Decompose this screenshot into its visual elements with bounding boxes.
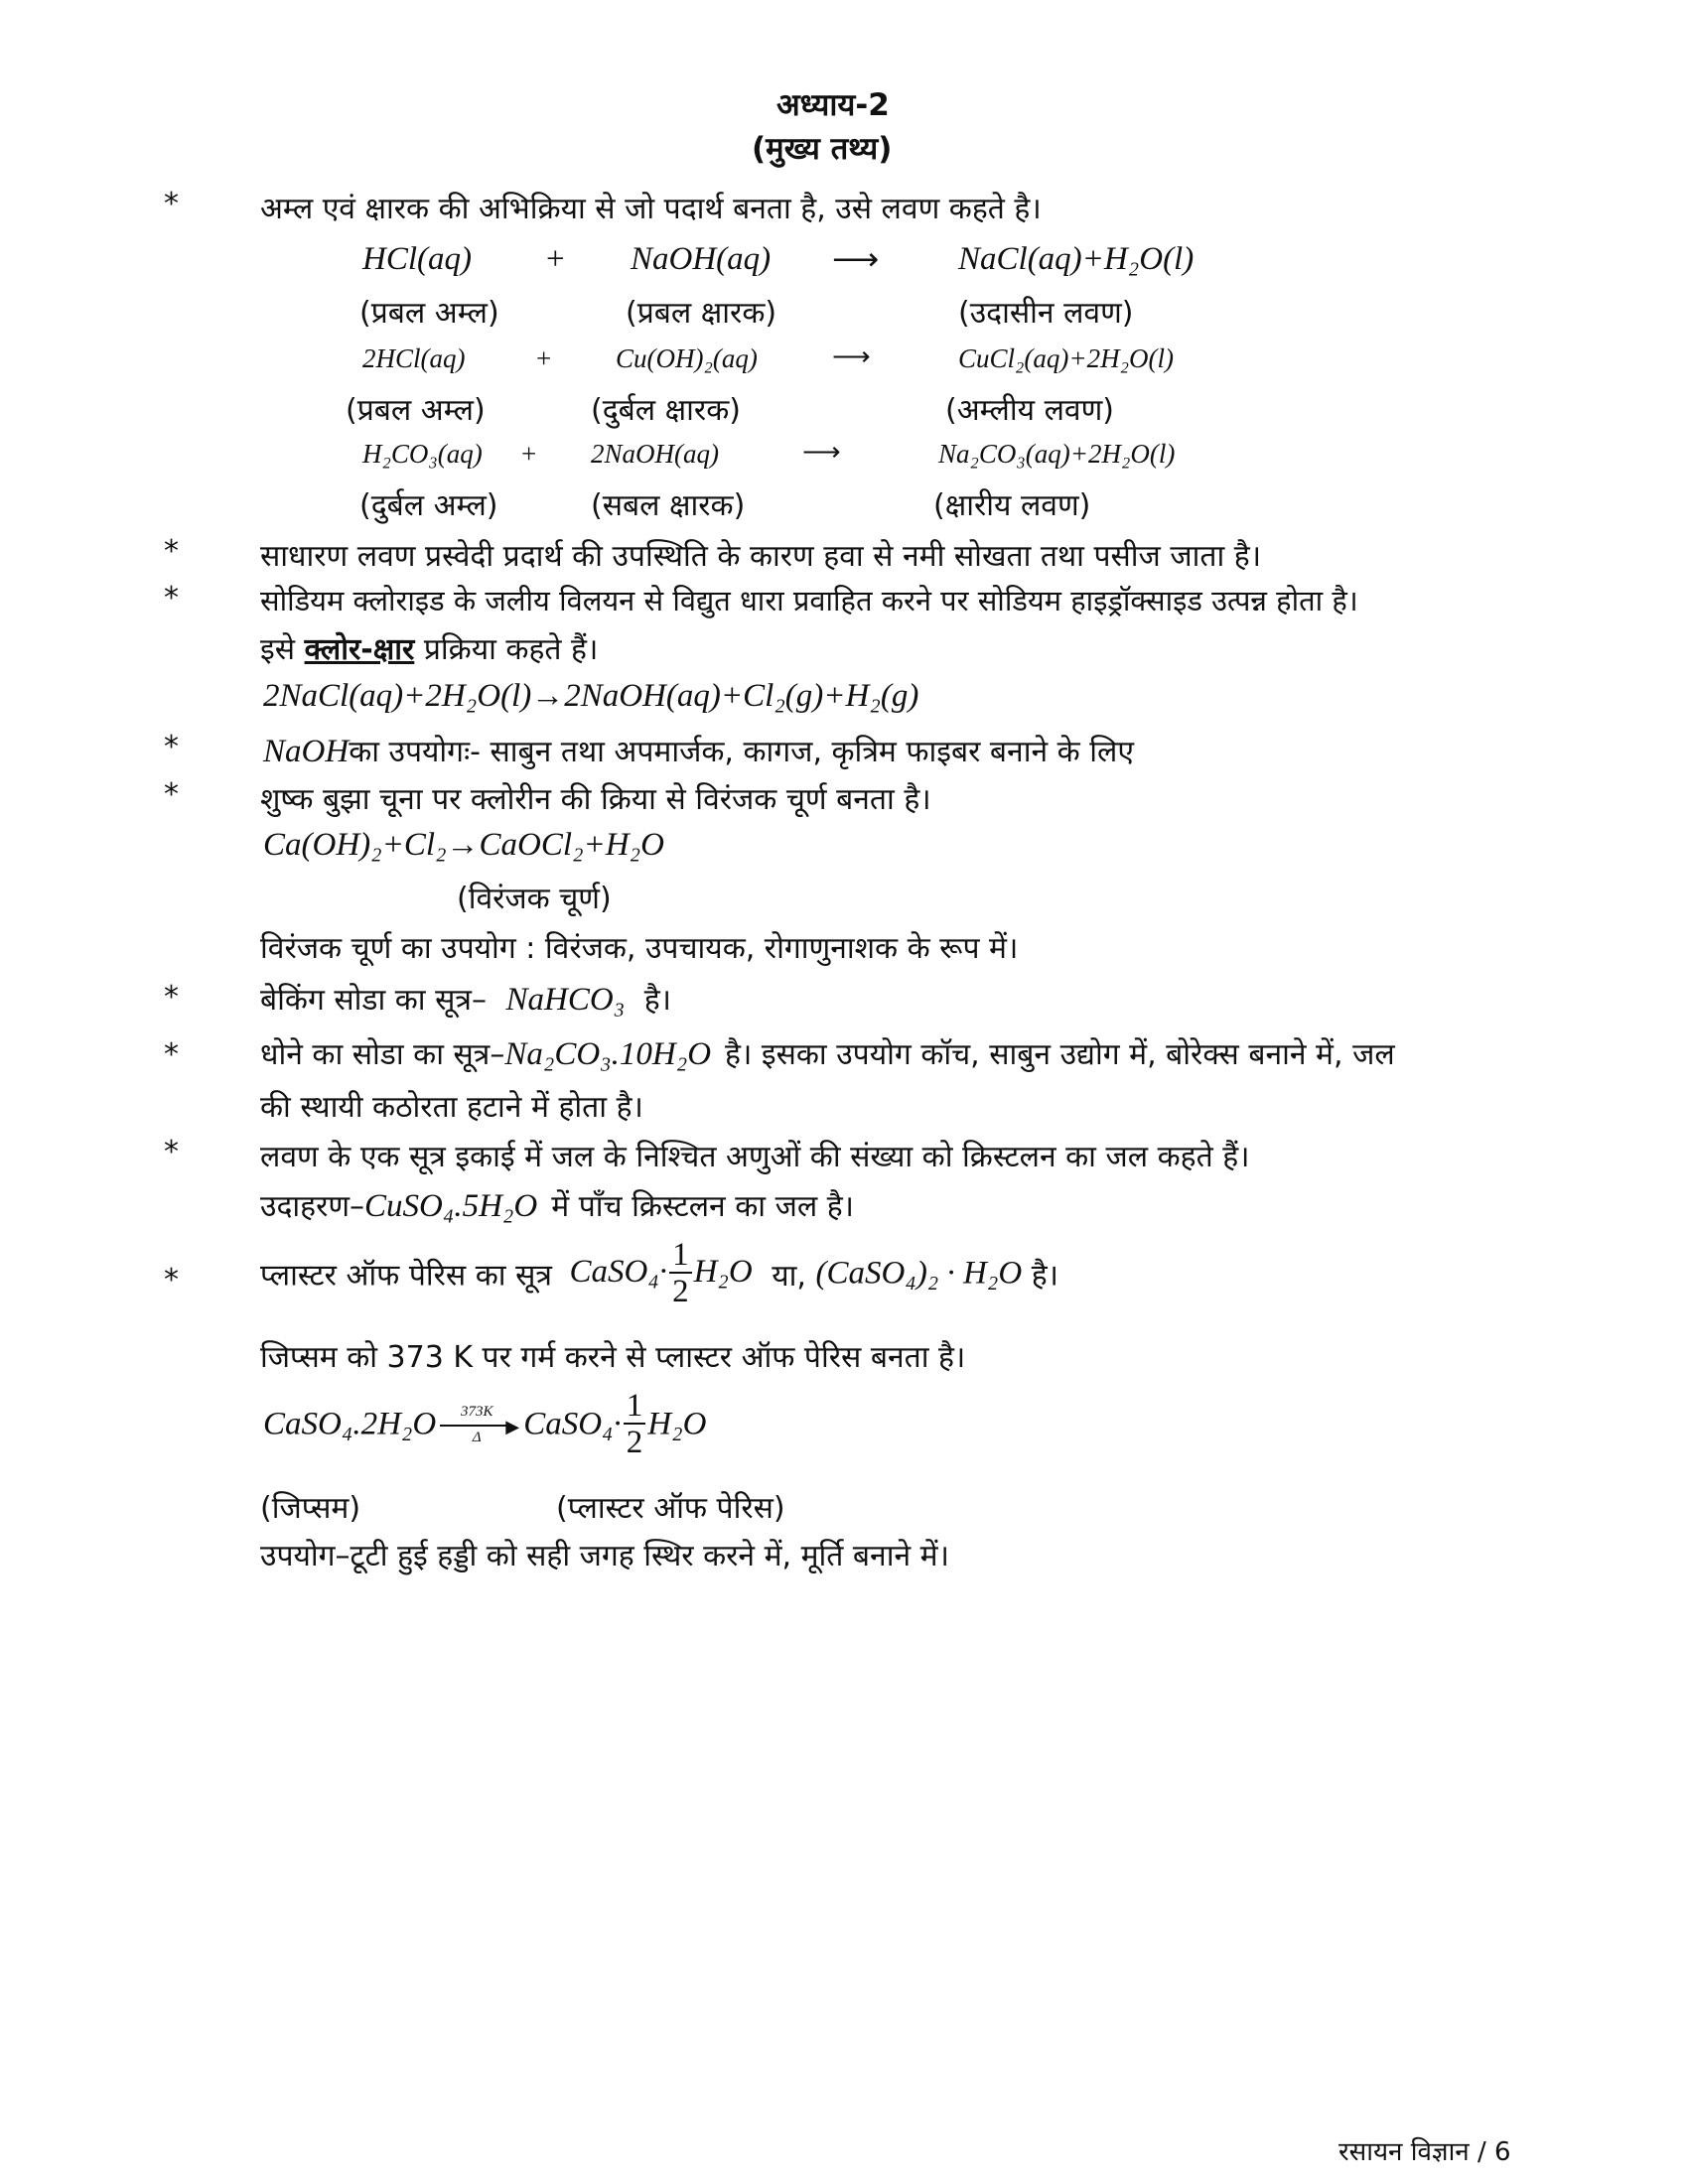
eq1-plus: + bbox=[546, 241, 565, 277]
half-fraction bbox=[669, 1239, 692, 1308]
pop-formula-1b: H₂O bbox=[693, 1253, 753, 1290]
eq1-label-base: (प्रबल क्षारक) bbox=[626, 296, 777, 331]
bleaching-label: (विरंजक चूर्ण) bbox=[457, 882, 612, 916]
eq3-reactant2: 2NaOH(aq) bbox=[591, 439, 719, 469]
eq3-plus: + bbox=[521, 439, 537, 469]
fact-naoh-uses bbox=[263, 730, 1134, 770]
arrow-heat-symbol: Δ bbox=[472, 1430, 482, 1445]
eq2-label-salt: (अम्लीय लवण) bbox=[945, 393, 1114, 428]
half-fraction-eq bbox=[624, 1390, 646, 1459]
naoh-uses-text: का उपयोगः- साबुन तथा अपमार्जक, कागज, कृत्रिम फाइबर बनाने के लिए bbox=[349, 735, 1134, 769]
page-footer: रसायन विज्ञान / 6 bbox=[1338, 2137, 1511, 2167]
fraction-denominator: 2 bbox=[626, 1425, 643, 1460]
chlor-alkali-equation: 2NaCl(aq)+2H₂O(l)→2NaOH(aq)+Cl₂(g)+H₂(g) bbox=[263, 678, 919, 714]
example-pre: उदाहरण– bbox=[260, 1189, 365, 1224]
eq3-label-acid: (दुर्बल अम्ल) bbox=[359, 488, 498, 523]
arrow-temperature: 373K bbox=[460, 1404, 493, 1420]
washing-soda-pre: धोने का सोडा का सूत्र– bbox=[260, 1037, 505, 1072]
eq1-arrow: ⟶ bbox=[832, 242, 880, 278]
eq3-arrow: ⟶ bbox=[802, 437, 841, 467]
eq2-label-base: (दुर्बल क्षारक) bbox=[591, 393, 741, 428]
chlor-alkali-term: क्लोर-क्षार bbox=[304, 632, 415, 667]
fraction-denominator: 2 bbox=[672, 1274, 689, 1309]
eq1-product: NaCl(aq)+H₂O(l) bbox=[958, 241, 1195, 277]
eq2-reactant1: 2HCl(aq) bbox=[362, 343, 466, 373]
gypsum-formula: CaSO₄.2H₂O bbox=[263, 1406, 437, 1442]
fact-washing-soda-line2: की स्थायी कठोरता हटाने में होता है। bbox=[260, 1090, 643, 1125]
bullet-marker: * bbox=[164, 730, 179, 764]
pop-formula-1a: CaSO₄· bbox=[569, 1253, 668, 1290]
pop-product-b: H₂O bbox=[647, 1406, 707, 1442]
fraction-numerator: 1 bbox=[624, 1390, 646, 1425]
baking-soda-post: है। bbox=[643, 983, 672, 1018]
bleaching-equation: Ca(OH)₂+Cl₂→CaOCl₂+H₂O bbox=[263, 827, 664, 863]
example-formula: CuSO₄.5H₂O bbox=[364, 1188, 538, 1224]
eq2-label-acid: (प्रबल अम्ल) bbox=[346, 393, 486, 428]
fact-chlor-alkali-line2 bbox=[260, 627, 598, 668]
fact-salt-definition: अम्ल एवं क्षारक की अभिक्रिया से जो पदार्थ बनता है, उसे लवण कहते है। bbox=[260, 192, 1042, 226]
eq2-product: CuCl₂(aq)+2H₂O(l) bbox=[958, 343, 1174, 373]
chlor-alkali-post: प्रक्रिया कहते हैं। bbox=[423, 632, 599, 667]
bullet-marker: * bbox=[164, 187, 179, 221]
bullet-marker: * bbox=[164, 1037, 179, 1072]
label-plaster-of-paris: (प्लास्टर ऑफ पेरिस) bbox=[556, 1491, 785, 1526]
eq3-label-base: (सबल क्षारक) bbox=[591, 488, 746, 523]
label-gypsum: (जिप्सम) bbox=[260, 1491, 361, 1526]
eq2-arrow: ⟶ bbox=[832, 341, 871, 371]
pop-post: है। bbox=[1031, 1258, 1059, 1294]
bullet-marker: * bbox=[164, 1135, 179, 1169]
eq3-reactant1: H₂CO₃(aq) bbox=[362, 439, 483, 469]
chapter-heading: अध्याय-2 bbox=[776, 87, 890, 123]
fact-chlor-alkali-line1: सोडियम क्लोराइड के जलीय विलयन से विद्युत धारा प्रवाहित करने पर सोडियम हाइड्रॉक्साइड उत्पन्न होता है। bbox=[260, 584, 1358, 617]
pop-text: प्लास्टर ऑफ पेरिस का सूत्र bbox=[260, 1258, 552, 1294]
naoh-formula: NaOH bbox=[263, 734, 350, 769]
fact-baking-soda bbox=[260, 978, 671, 1019]
pop-formula-2: (CaSO₄)₂ · H₂O bbox=[815, 1255, 1023, 1292]
baking-soda-formula: NaHCO₃ bbox=[505, 982, 626, 1018]
eq2-reactant2: Cu(OH)₂(aq) bbox=[616, 343, 758, 373]
bullet-marker: * bbox=[164, 980, 179, 1015]
eq1-label-salt: (उदासीन लवण) bbox=[958, 296, 1134, 331]
fact-bleaching-powder: शुष्क बुझा चूना पर क्लोरीन की क्रिया से विरंजक चूर्ण बनता है। bbox=[260, 782, 931, 817]
bullet-marker: * bbox=[164, 534, 179, 569]
fact-washing-soda-line1 bbox=[260, 1032, 1395, 1073]
pop-or: या, bbox=[772, 1258, 806, 1294]
fraction-numerator: 1 bbox=[669, 1239, 692, 1274]
eq1-reactant1: HCl(aq) bbox=[362, 241, 472, 277]
pop-uses: उपयोग–टूटी हुई हड्डी को सही जगह स्थिर करने में, मूर्ति बनाने में। bbox=[260, 1539, 949, 1573]
arrow-shaft bbox=[440, 1425, 509, 1427]
pop-product-a: CaSO₄· bbox=[523, 1406, 622, 1442]
baking-soda-text: बेकिंग सोडा का सूत्र– bbox=[260, 983, 487, 1018]
arrow-head-icon: ▶ bbox=[505, 1417, 520, 1436]
chlor-alkali-pre: इसे bbox=[260, 632, 296, 667]
eq3-label-salt: (क्षारीय लवण) bbox=[933, 488, 1091, 523]
example-post: में पाँच क्रिस्टलन का जल है। bbox=[551, 1189, 855, 1224]
pop-formula-1 bbox=[569, 1237, 753, 1309]
washing-soda-post: है। इसका उपयोग कॉच, साबुन उद्योग में, बोरेक्स बनाने में, जल bbox=[725, 1037, 1395, 1072]
eq1-label-acid: (प्रबल अम्ल) bbox=[359, 296, 499, 331]
fact-plaster-of-paris bbox=[260, 1239, 1058, 1308]
gypsum-heating-text: जिप्सम को 373 K पर गर्म करने से प्लास्टर ऑफ पेरिस बनता है। bbox=[260, 1340, 966, 1375]
chapter-subtitle: (मुख्य तथ्य) bbox=[752, 131, 893, 167]
fact-common-salt: साधारण लवण प्रस्वेदी प्रदार्थ की उपस्थिति के कारण हवा से नमी सोखता तथा पसीज जाता है। bbox=[260, 539, 1262, 574]
bullet-marker: * bbox=[164, 581, 179, 615]
bleaching-uses: विरंजक चूर्ण का उपयोग : विरंजक, उपचायक, रोगाणुनाशक के रूप में। bbox=[260, 931, 1019, 966]
bullet-marker: * bbox=[164, 777, 179, 812]
fact-crystallisation-example bbox=[260, 1184, 854, 1225]
washing-soda-formula: Na₂CO₃.10H₂O bbox=[504, 1036, 712, 1072]
eq3-product: Na₂CO₃(aq)+2H₂O(l) bbox=[938, 439, 1176, 469]
gypsum-equation bbox=[263, 1390, 706, 1459]
eq1-reactant2: NaOH(aq) bbox=[631, 241, 772, 277]
bullet-marker: * bbox=[164, 1263, 179, 1297]
eq2-plus: + bbox=[536, 343, 552, 373]
heat-arrow-icon bbox=[440, 1404, 520, 1445]
fact-water-of-crystallisation: लवण के एक सूत्र इकाई में जल के निश्चित अणुओं की संख्या को क्रिस्टलन का जल कहते हैं। bbox=[260, 1140, 1250, 1174]
